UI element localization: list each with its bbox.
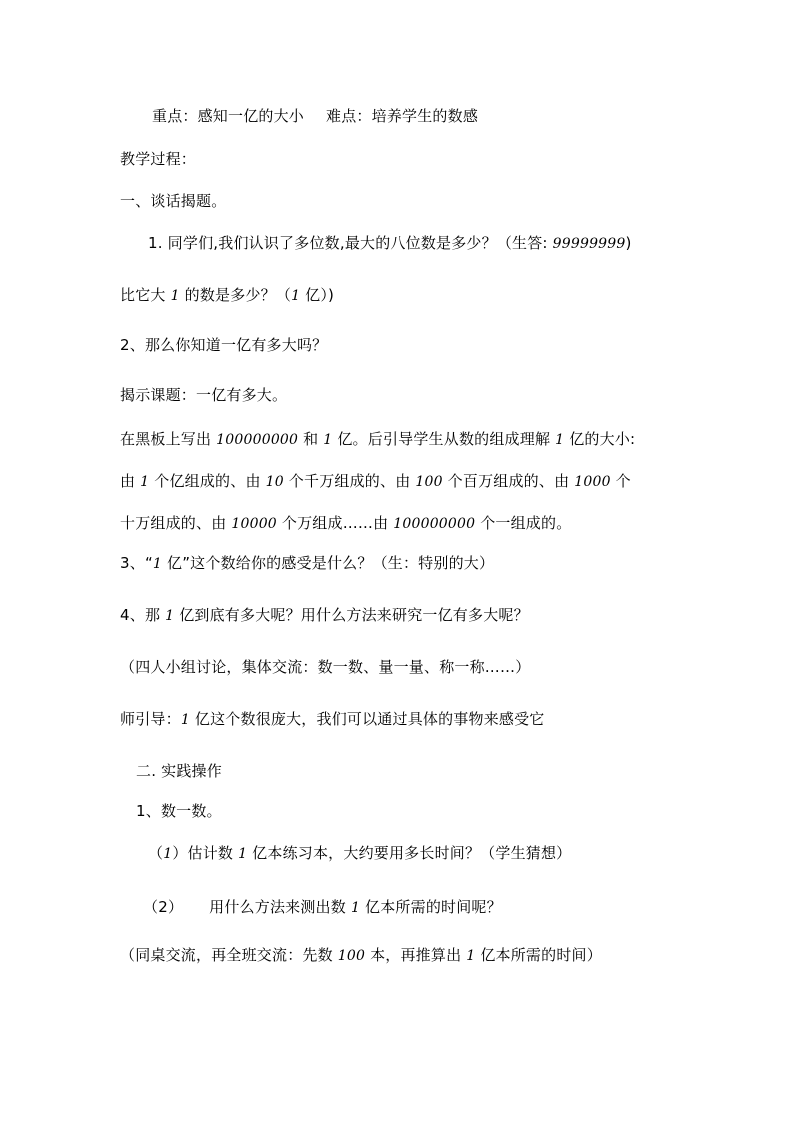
teacher-guidance: 师引导：1 亿这个数很庞大，我们可以通过具体的事物来感受它 [120, 710, 545, 728]
header-line [152, 106, 478, 126]
section1-title: 一、谈话揭题。 [120, 192, 227, 210]
section2-title: 二. 实践操作 [136, 762, 222, 780]
question-1b: 比它大 1 的数是多少？（1 亿）) [120, 286, 335, 304]
item-1: （1）估计数 1 亿本练习本，大约要用多长时间？（学生猜想） [148, 844, 572, 862]
share-discussion: （同桌交流，再全班交流：先数 100 本，再推算出 1 亿本所需的时间） [120, 946, 602, 964]
question-4: 4、那 1 亿到底有多大呢？用什么方法来研究一亿有多大呢？ [120, 606, 529, 624]
group-discussion: （四人小组讨论，集体交流：数一数、量一量、称一称……） [120, 658, 531, 676]
composition-line-2: 十万组成的、由 10000 个万组成……由 100000000 个一组成的。 [120, 514, 572, 532]
process-title: 教学过程： [120, 150, 197, 168]
question-3: 3、“1 亿”这个数给你的感受是什么？（生：特别的大） [120, 554, 495, 572]
answer-number: 99999999 [552, 236, 626, 252]
difficulty-point: 难点：培养学生的数感 [326, 107, 479, 125]
composition-line-1: 由 1 个亿组成的、由 10 个千万组成的、由 100 个百万组成的、由 1000 个 [120, 472, 631, 490]
question-2: 2、那么你知道一亿有多大吗？ [120, 336, 328, 354]
item-2: （2） 用什么方法来测出数 1 亿本所需的时间呢？ [143, 898, 502, 916]
question-1: 1. 同学们,我们认识了多位数,最大的八位数是多少？（生答: 99999999) [148, 234, 632, 252]
reveal-topic: 揭示课题：一亿有多大。 [120, 386, 288, 404]
section2-sub1: 1、数一数。 [136, 802, 222, 820]
key-point: 重点：感知一亿的大小 [152, 107, 305, 125]
board-writing: 在黑板上写出 100000000 和 1 亿。后引导学生从数的组成理解 1 亿的大小: [120, 430, 636, 448]
